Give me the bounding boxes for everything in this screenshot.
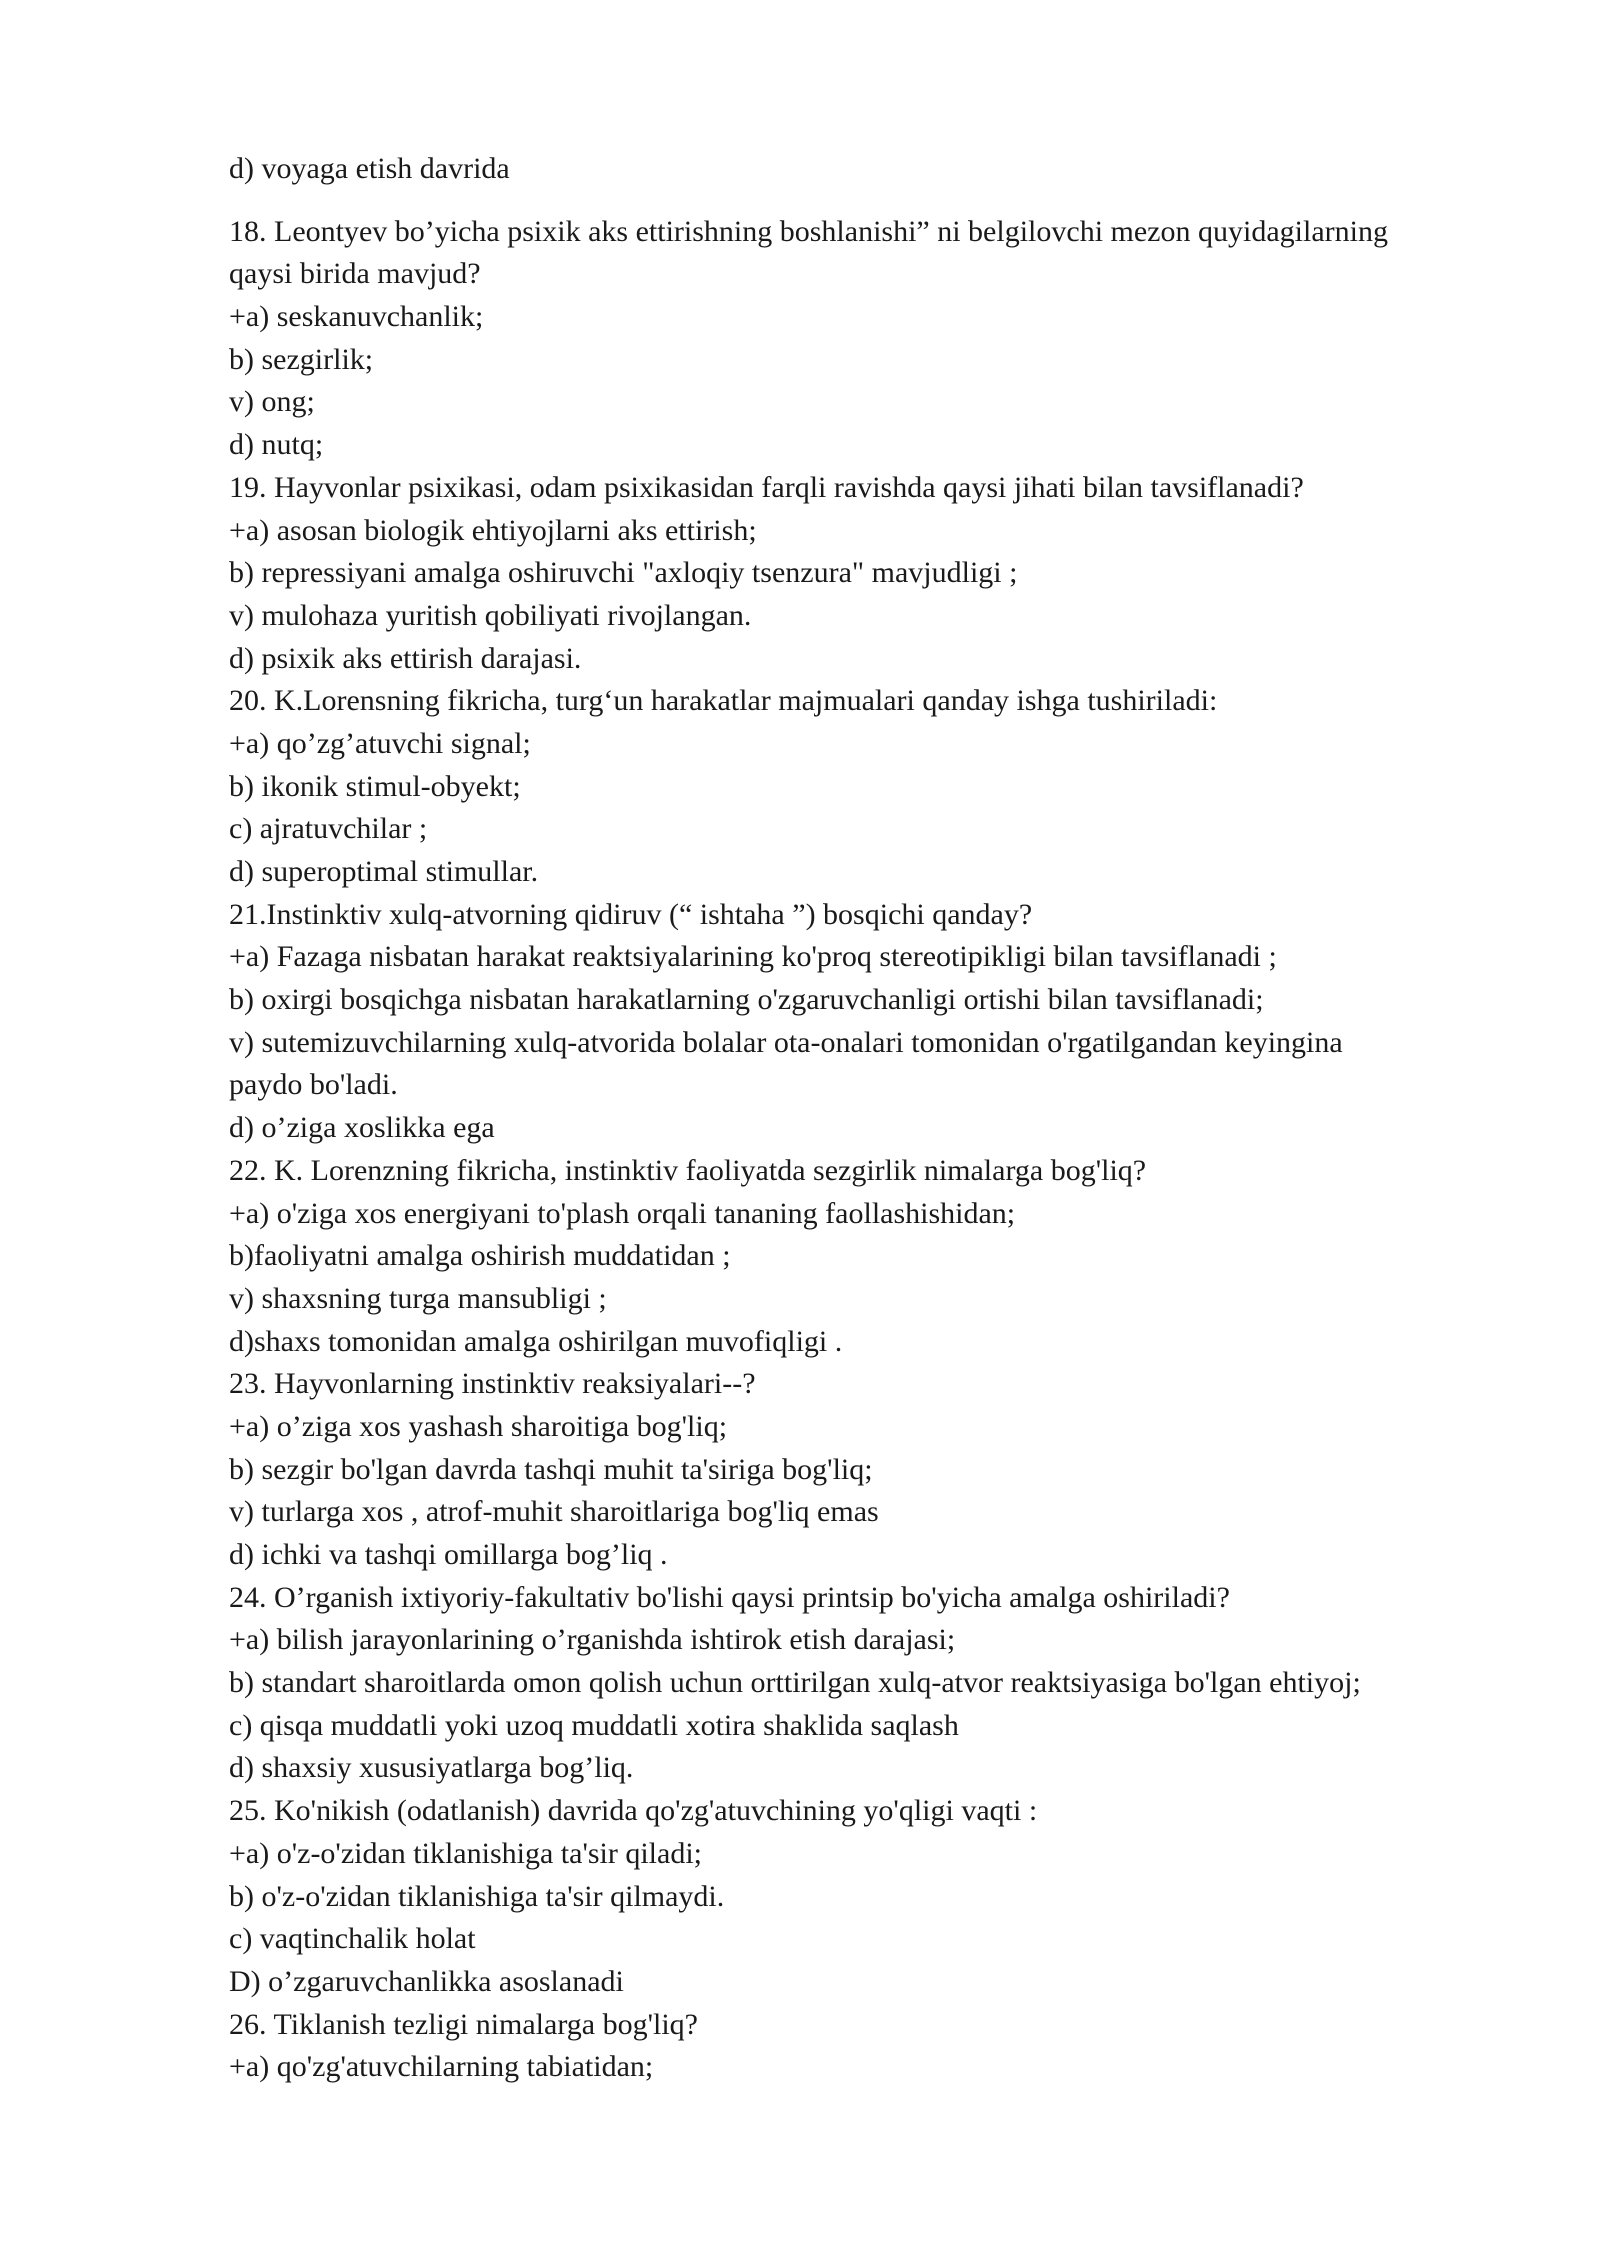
question-20: 20. K.Lorensning fikricha, turg‘un harakatlar majmualari qanday ishga tushiriladi: [229,684,1218,718]
answer-option: b) sezgirlik; [229,342,374,376]
question-22: 22. K. Lorenzning fikricha, instinktiv faoliyatda sezgirlik nimalarga bog'liq? [229,1153,1147,1187]
text-line: d) voyaga etish davrida [229,152,510,185]
answer-option: c) ajratuvchilar ; [229,812,428,846]
text-line: qaysi birida mavjud? [229,257,481,291]
document-page [229,148,1529,2089]
answer-option: b) repressiyani amalga oshiruvchi "axloqiy tsenzura" mavjudligi ; [229,556,1018,590]
question-25: 25. Ko'nikish (odatlanish) davrida qo'zg'atuvchining yo'qligi vaqti : [229,1794,1038,1828]
answer-option: v) sutemizuvchilarning xulq-atvorida bolalar ota-onalari tomonidan o'rgatilgandan keyingina [229,1025,1343,1059]
answer-option: b) standart sharoitlarda omon qolish uchun orttirilgan xulq-atvor reaktsiyasiga bo'lgan ehtiyoj; [229,1666,1361,1700]
answer-option: +a) qo’zg’atuvchi signal; [229,726,531,760]
answer-option: v) ong; [229,385,315,419]
answer-option: +a) bilish jarayonlarining o’rganishda ishtirok etish darajasi; [229,1623,956,1657]
answer-option: +a) o’ziga xos yashash sharoitiga bog'liq; [229,1409,728,1443]
answer-option: d) psixik aks ettirish darajasi. [229,641,582,675]
answer-option: b) oxirgi bosqichga nisbatan harakatlarning o'zgaruvchanligi ortishi bilan tavsiflanadi; [229,983,1264,1017]
answer-option: d) shaxsiy xususiyatlarga bog’liq. [229,1751,634,1785]
answer-option: d)shaxs tomonidan amalga oshirilgan muvofiqligi . [229,1324,843,1358]
answer-option: D) o’zgaruvchanlikka asoslanadi [229,1964,624,1998]
question-23: 23. Hayvonlarning instinktiv reaksiyalari--? [229,1367,756,1401]
answer-option: +a) seskanuvchanlik; [229,300,484,334]
answer-option: d) o’ziga xoslikka ega [229,1111,495,1145]
question-18: 18. Leontyev bo’yicha psixik aks ettirishning boshlanishi” ni belgilovchi mezon quyidagilarning [229,214,1388,248]
answer-option: +a) qo'zg'atuvchilarning tabiatidan; [229,2050,654,2084]
answer-option: +a) o'ziga xos energiyani to'plash orqali tananing faollashishidan; [229,1196,1016,1230]
text-line: paydo bo'ladi. [229,1068,398,1102]
answer-option: v) mulohaza yuritish qobiliyati rivojlangan. [229,598,752,632]
answer-option: c) qisqa muddatli yoki uzoq muddatli xotira shaklida saqlash [229,1708,959,1742]
answer-option: +a) Fazaga nisbatan harakat reaktsiyalarining ko'proq stereotipikligi bilan tavsiflanadi ; [229,940,1277,974]
answer-option: v) turlarga xos , atrof-muhit sharoitlariga bog'liq emas [229,1495,879,1529]
answer-option: b) o'z-o'zidan tiklanishiga ta'sir qilmaydi. [229,1879,725,1913]
answer-option: c) vaqtinchalik holat [229,1922,476,1956]
question-26: 26. Tiklanish tezligi nimalarga bog'liq? [229,2007,698,2041]
answer-option: b) ikonik stimul-obyekt; [229,769,521,803]
answer-option: v) shaxsning turga mansubligi ; [229,1281,607,1315]
question-19: 19. Hayvonlar psixikasi, odam psixikasidan farqli ravishda qaysi jihati bilan tavsiflanadi? [229,470,1304,504]
answer-option: +a) asosan biologik ehtiyojlarni aks ettirish; [229,513,757,547]
answer-option: b) sezgir bo'lgan davrda tashqi muhit ta'siriga bog'liq; [229,1452,873,1486]
answer-option: +a) o'z-o'zidan tiklanishiga ta'sir qiladi; [229,1836,702,1870]
question-24: 24. O’rganish ixtiyoriy-fakultativ bo'lishi qaysi printsip bo'yicha amalga oshiriladi? [229,1580,1230,1614]
question-21: 21.Instinktiv xulq-atvorning qidiruv (“ ishtaha ”) bosqichi qanday? [229,897,1033,931]
answer-option: d) superoptimal stimullar. [229,855,539,888]
answer-option: b)faoliyatni amalga oshirish muddatidan ; [229,1239,731,1273]
answer-option: d) nutq; [229,428,324,462]
answer-option: d) ichki va tashqi omillarga bog’liq . [229,1538,668,1571]
